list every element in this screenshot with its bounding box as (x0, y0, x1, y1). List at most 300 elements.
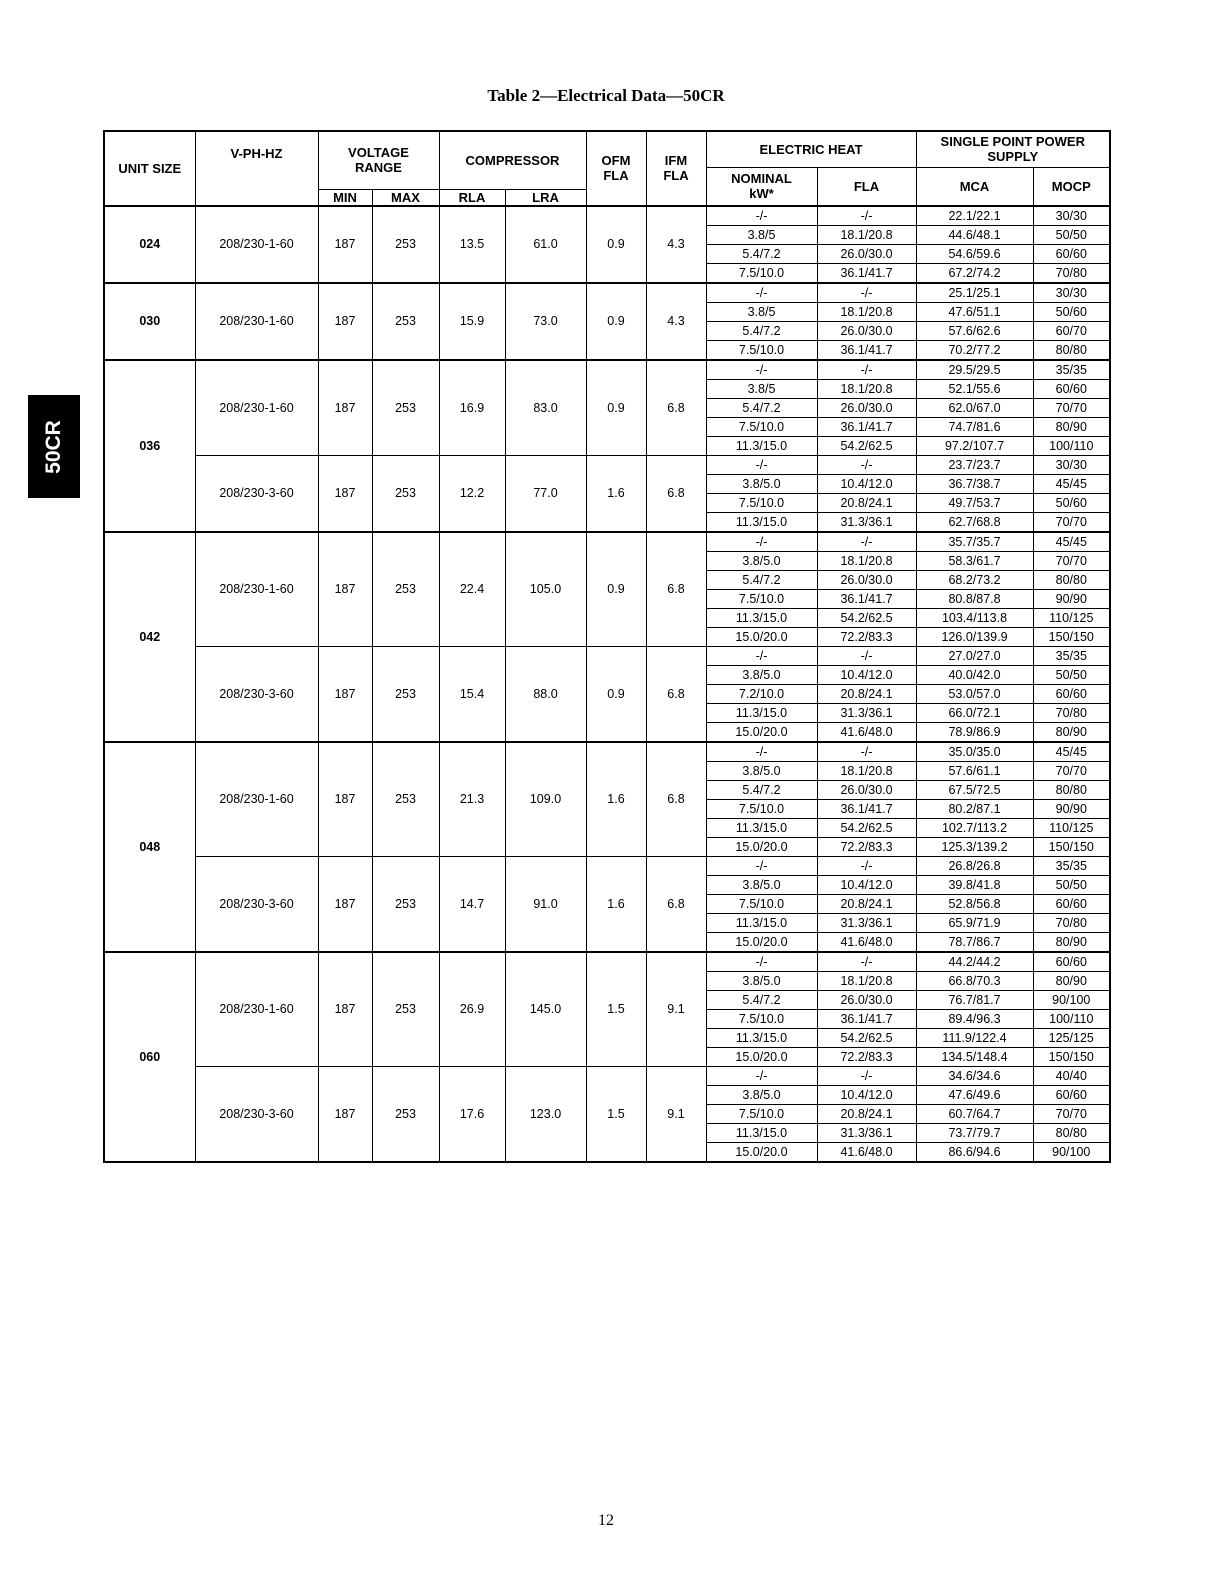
heat-fla-cell: 18.1/20.8 (817, 971, 916, 990)
heat-fla-cell: 20.8/24.1 (817, 684, 916, 703)
nominal-kw-cell: 3.8/5.0 (706, 474, 817, 493)
mocp-cell: 60/60 (1033, 1085, 1110, 1104)
mca-cell: 103.4/113.8 (916, 608, 1033, 627)
mocp-cell: 150/150 (1033, 627, 1110, 646)
nominal-kw-cell: 11.3/15.0 (706, 436, 817, 455)
ofm-fla-cell: 1.6 (586, 856, 646, 952)
lra-cell: 105.0 (505, 532, 586, 647)
heat-fla-cell: -/- (817, 856, 916, 875)
nominal-kw-cell: 3.8/5 (706, 379, 817, 398)
mocp-cell: 70/70 (1033, 761, 1110, 780)
side-tab-label: 50CR (42, 419, 66, 474)
vphhz-cell: 208/230-1-60 (195, 952, 318, 1067)
mca-cell: 65.9/71.9 (916, 913, 1033, 932)
mca-cell: 111.9/122.4 (916, 1028, 1033, 1047)
mocp-cell: 70/70 (1033, 551, 1110, 570)
mocp-cell: 35/35 (1033, 646, 1110, 665)
header-min: MIN (318, 189, 372, 206)
mca-cell: 62.7/68.8 (916, 512, 1033, 532)
min-voltage-cell: 187 (318, 283, 372, 360)
mca-cell: 73.7/79.7 (916, 1123, 1033, 1142)
nominal-kw-cell: 7.5/10.0 (706, 417, 817, 436)
heat-fla-cell: 54.2/62.5 (817, 436, 916, 455)
nominal-kw-cell: 3.8/5 (706, 225, 817, 244)
mocp-cell: 30/30 (1033, 283, 1110, 303)
nominal-kw-cell: 3.8/5.0 (706, 875, 817, 894)
mca-cell: 22.1/22.1 (916, 206, 1033, 226)
rla-cell: 17.6 (439, 1066, 505, 1162)
nominal-kw-cell: 3.8/5.0 (706, 971, 817, 990)
mocp-cell: 50/50 (1033, 225, 1110, 244)
header-heat-fla: FLA (817, 167, 916, 206)
mocp-cell: 50/60 (1033, 493, 1110, 512)
nominal-kw-cell: 15.0/20.0 (706, 627, 817, 646)
nominal-kw-cell: 5.4/7.2 (706, 244, 817, 263)
mca-cell: 39.8/41.8 (916, 875, 1033, 894)
nominal-kw-cell: 3.8/5.0 (706, 761, 817, 780)
lra-cell: 91.0 (505, 856, 586, 952)
mocp-cell: 70/70 (1033, 398, 1110, 417)
mca-cell: 67.2/74.2 (916, 263, 1033, 283)
min-voltage-cell: 187 (318, 532, 372, 647)
ofm-fla-cell: 1.6 (586, 742, 646, 857)
mocp-cell: 45/45 (1033, 742, 1110, 762)
vphhz-cell: 208/230-1-60 (195, 742, 318, 857)
vphhz-cell: 208/230-3-60 (195, 856, 318, 952)
mocp-cell: 70/80 (1033, 703, 1110, 722)
page-number: 12 (598, 1512, 614, 1529)
unit-size-cell: 042 (104, 532, 195, 742)
nominal-kw-cell: 7.5/10.0 (706, 340, 817, 360)
vphhz-cell: 208/230-1-60 (195, 532, 318, 647)
table-body (104, 206, 1110, 1162)
ifm-fla-cell: 4.3 (646, 283, 706, 360)
heat-fla-cell: 18.1/20.8 (817, 225, 916, 244)
mocp-cell: 50/50 (1033, 875, 1110, 894)
mca-cell: 52.8/56.8 (916, 894, 1033, 913)
max-voltage-cell: 253 (372, 742, 439, 857)
ifm-fla-cell: 9.1 (646, 952, 706, 1067)
mocp-cell: 150/150 (1033, 837, 1110, 856)
nominal-kw-cell: 5.4/7.2 (706, 321, 817, 340)
nominal-kw-cell: -/- (706, 742, 817, 762)
heat-fla-cell: 18.1/20.8 (817, 761, 916, 780)
mocp-cell: 150/150 (1033, 1047, 1110, 1066)
mca-cell: 80.2/87.1 (916, 799, 1033, 818)
heat-fla-cell: 18.1/20.8 (817, 302, 916, 321)
side-section-tab (28, 395, 80, 498)
nominal-kw-cell: 3.8/5.0 (706, 1085, 817, 1104)
mocp-cell: 70/80 (1033, 263, 1110, 283)
mocp-cell: 50/50 (1033, 665, 1110, 684)
mca-cell: 80.8/87.8 (916, 589, 1033, 608)
heat-fla-cell: 41.6/48.0 (817, 722, 916, 742)
header-vphhz: V-PH-HZ (195, 131, 318, 206)
mocp-cell: 45/45 (1033, 532, 1110, 552)
mca-cell: 29.5/29.5 (916, 360, 1033, 380)
nominal-kw-cell: -/- (706, 1066, 817, 1085)
heat-fla-cell: 36.1/41.7 (817, 417, 916, 436)
lra-cell: 83.0 (505, 360, 586, 456)
mocp-cell: 80/80 (1033, 1123, 1110, 1142)
max-voltage-cell: 253 (372, 1066, 439, 1162)
heat-fla-cell: 10.4/12.0 (817, 1085, 916, 1104)
heat-fla-cell: 20.8/24.1 (817, 493, 916, 512)
heat-fla-cell: 10.4/12.0 (817, 665, 916, 684)
unit-size-cell: 036 (104, 360, 195, 532)
mocp-cell: 80/90 (1033, 932, 1110, 952)
mocp-cell: 35/35 (1033, 360, 1110, 380)
min-voltage-cell: 187 (318, 952, 372, 1067)
heat-fla-cell: 54.2/62.5 (817, 818, 916, 837)
mocp-cell: 35/35 (1033, 856, 1110, 875)
mca-cell: 97.2/107.7 (916, 436, 1033, 455)
electrical-data-table (103, 130, 1111, 1163)
ofm-fla-cell: 0.9 (586, 646, 646, 742)
nominal-kw-cell: 11.3/15.0 (706, 1028, 817, 1047)
min-voltage-cell: 187 (318, 206, 372, 283)
mca-cell: 134.5/148.4 (916, 1047, 1033, 1066)
nominal-kw-cell: 15.0/20.0 (706, 1047, 817, 1066)
heat-fla-cell: 20.8/24.1 (817, 894, 916, 913)
header-nominal-kw: NOMINAL kW* (706, 167, 817, 206)
header-compressor: COMPRESSOR (439, 131, 586, 189)
mocp-cell: 60/70 (1033, 321, 1110, 340)
mca-cell: 44.2/44.2 (916, 952, 1033, 972)
ofm-fla-cell: 1.5 (586, 952, 646, 1067)
mocp-cell: 90/90 (1033, 799, 1110, 818)
nominal-kw-cell: -/- (706, 646, 817, 665)
table-row (104, 742, 1110, 762)
mca-cell: 126.0/139.9 (916, 627, 1033, 646)
mca-cell: 27.0/27.0 (916, 646, 1033, 665)
mca-cell: 86.6/94.6 (916, 1142, 1033, 1162)
ifm-fla-cell: 4.3 (646, 206, 706, 283)
nominal-kw-cell: -/- (706, 360, 817, 380)
table-row (104, 1066, 1110, 1085)
heat-fla-cell: -/- (817, 455, 916, 474)
min-voltage-cell: 187 (318, 360, 372, 456)
mca-cell: 62.0/67.0 (916, 398, 1033, 417)
heat-fla-cell: -/- (817, 952, 916, 972)
nominal-kw-cell: 11.3/15.0 (706, 608, 817, 627)
mocp-cell: 60/60 (1033, 894, 1110, 913)
header-electric-heat: ELECTRIC HEAT (706, 131, 916, 167)
nominal-kw-cell: 7.5/10.0 (706, 263, 817, 283)
heat-fla-cell: 31.3/36.1 (817, 703, 916, 722)
mocp-cell: 60/60 (1033, 244, 1110, 263)
max-voltage-cell: 253 (372, 360, 439, 456)
nominal-kw-cell: 7.5/10.0 (706, 493, 817, 512)
mocp-cell: 80/80 (1033, 570, 1110, 589)
vphhz-cell: 208/230-3-60 (195, 1066, 318, 1162)
mocp-cell: 110/125 (1033, 608, 1110, 627)
heat-fla-cell: 26.0/30.0 (817, 321, 916, 340)
ifm-fla-cell: 6.8 (646, 856, 706, 952)
header-lra: LRA (505, 189, 586, 206)
ofm-fla-cell: 0.9 (586, 360, 646, 456)
mca-cell: 44.6/48.1 (916, 225, 1033, 244)
heat-fla-cell: 36.1/41.7 (817, 589, 916, 608)
heat-fla-cell: 36.1/41.7 (817, 340, 916, 360)
ifm-fla-cell: 6.8 (646, 742, 706, 857)
ofm-fla-cell: 0.9 (586, 283, 646, 360)
mca-cell: 60.7/64.7 (916, 1104, 1033, 1123)
mocp-cell: 70/70 (1033, 512, 1110, 532)
vphhz-cell: 208/230-1-60 (195, 360, 318, 456)
max-voltage-cell: 253 (372, 532, 439, 647)
nominal-kw-cell: 5.4/7.2 (706, 780, 817, 799)
mca-cell: 70.2/77.2 (916, 340, 1033, 360)
heat-fla-cell: 26.0/30.0 (817, 244, 916, 263)
ofm-fla-cell: 1.5 (586, 1066, 646, 1162)
mca-cell: 68.2/73.2 (916, 570, 1033, 589)
min-voltage-cell: 187 (318, 742, 372, 857)
heat-fla-cell: 31.3/36.1 (817, 512, 916, 532)
heat-fla-cell: 72.2/83.3 (817, 1047, 916, 1066)
nominal-kw-cell: -/- (706, 532, 817, 552)
mocp-cell: 110/125 (1033, 818, 1110, 837)
nominal-kw-cell: 7.5/10.0 (706, 589, 817, 608)
rla-cell: 22.4 (439, 532, 505, 647)
mca-cell: 102.7/113.2 (916, 818, 1033, 837)
nominal-kw-cell: -/- (706, 952, 817, 972)
nominal-kw-cell: -/- (706, 283, 817, 303)
vphhz-cell: 208/230-1-60 (195, 283, 318, 360)
mca-cell: 125.3/139.2 (916, 837, 1033, 856)
max-voltage-cell: 253 (372, 455, 439, 532)
lra-cell: 88.0 (505, 646, 586, 742)
mca-cell: 36.7/38.7 (916, 474, 1033, 493)
unit-size-cell: 048 (104, 742, 195, 952)
rla-cell: 15.4 (439, 646, 505, 742)
heat-fla-cell: 36.1/41.7 (817, 263, 916, 283)
heat-fla-cell: 54.2/62.5 (817, 1028, 916, 1047)
vphhz-cell: 208/230-3-60 (195, 455, 318, 532)
header-mca: MCA (916, 167, 1033, 206)
heat-fla-cell: 26.0/30.0 (817, 398, 916, 417)
ofm-fla-cell: 1.6 (586, 455, 646, 532)
nominal-kw-cell: 3.8/5 (706, 302, 817, 321)
nominal-kw-cell: 11.3/15.0 (706, 512, 817, 532)
mca-cell: 26.8/26.8 (916, 856, 1033, 875)
ifm-fla-cell: 6.8 (646, 532, 706, 647)
heat-fla-cell: 18.1/20.8 (817, 551, 916, 570)
heat-fla-cell: 41.6/48.0 (817, 932, 916, 952)
table-title: Table 2—Electrical Data—50CR (487, 86, 725, 105)
max-voltage-cell: 253 (372, 646, 439, 742)
ifm-fla-cell: 6.8 (646, 646, 706, 742)
min-voltage-cell: 187 (318, 455, 372, 532)
table-row (104, 646, 1110, 665)
heat-fla-cell: 72.2/83.3 (817, 627, 916, 646)
mca-cell: 54.6/59.6 (916, 244, 1033, 263)
mca-cell: 57.6/62.6 (916, 321, 1033, 340)
mocp-cell: 90/100 (1033, 1142, 1110, 1162)
nominal-kw-cell: 7.5/10.0 (706, 1009, 817, 1028)
nominal-kw-cell: 7.2/10.0 (706, 684, 817, 703)
nominal-kw-cell: 5.4/7.2 (706, 570, 817, 589)
rla-cell: 26.9 (439, 952, 505, 1067)
ifm-fla-cell: 6.8 (646, 455, 706, 532)
nominal-kw-cell: 15.0/20.0 (706, 722, 817, 742)
header-mocp: MOCP (1033, 167, 1110, 206)
heat-fla-cell: 26.0/30.0 (817, 570, 916, 589)
unit-size-cell: 060 (104, 952, 195, 1162)
vphhz-cell: 208/230-1-60 (195, 206, 318, 283)
heat-fla-cell: -/- (817, 532, 916, 552)
mca-cell: 67.5/72.5 (916, 780, 1033, 799)
mca-cell: 66.0/72.1 (916, 703, 1033, 722)
mca-cell: 57.6/61.1 (916, 761, 1033, 780)
header-ofm-fla: OFM FLA (586, 131, 646, 206)
heat-fla-cell: 10.4/12.0 (817, 474, 916, 493)
mca-cell: 76.7/81.7 (916, 990, 1033, 1009)
mca-cell: 52.1/55.6 (916, 379, 1033, 398)
lra-cell: 109.0 (505, 742, 586, 857)
heat-fla-cell: -/- (817, 742, 916, 762)
header-unit-size: UNIT SIZE (104, 131, 195, 206)
min-voltage-cell: 187 (318, 1066, 372, 1162)
heat-fla-cell: 41.6/48.0 (817, 1142, 916, 1162)
header-voltage-range: VOLTAGE RANGE (318, 131, 439, 189)
unit-size-cell: 030 (104, 283, 195, 360)
nominal-kw-cell: 3.8/5.0 (706, 665, 817, 684)
heat-fla-cell: -/- (817, 646, 916, 665)
mca-cell: 34.6/34.6 (916, 1066, 1033, 1085)
max-voltage-cell: 253 (372, 952, 439, 1067)
mca-cell: 40.0/42.0 (916, 665, 1033, 684)
max-voltage-cell: 253 (372, 206, 439, 283)
mocp-cell: 80/80 (1033, 780, 1110, 799)
lra-cell: 61.0 (505, 206, 586, 283)
mca-cell: 89.4/96.3 (916, 1009, 1033, 1028)
mca-cell: 35.7/35.7 (916, 532, 1033, 552)
rla-cell: 21.3 (439, 742, 505, 857)
heat-fla-cell: 18.1/20.8 (817, 379, 916, 398)
unit-size-cell: 024 (104, 206, 195, 283)
rla-cell: 13.5 (439, 206, 505, 283)
mocp-cell: 90/100 (1033, 990, 1110, 1009)
mca-cell: 23.7/23.7 (916, 455, 1033, 474)
lra-cell: 145.0 (505, 952, 586, 1067)
nominal-kw-cell: 11.3/15.0 (706, 703, 817, 722)
heat-fla-cell: 10.4/12.0 (817, 875, 916, 894)
table-row (104, 455, 1110, 474)
mca-cell: 66.8/70.3 (916, 971, 1033, 990)
rla-cell: 12.2 (439, 455, 505, 532)
mocp-cell: 45/45 (1033, 474, 1110, 493)
nominal-kw-cell: -/- (706, 856, 817, 875)
heat-fla-cell: 36.1/41.7 (817, 799, 916, 818)
min-voltage-cell: 187 (318, 646, 372, 742)
lra-cell: 77.0 (505, 455, 586, 532)
nominal-kw-cell: 7.5/10.0 (706, 1104, 817, 1123)
mocp-cell: 60/60 (1033, 379, 1110, 398)
mca-cell: 58.3/61.7 (916, 551, 1033, 570)
nominal-kw-cell: 11.3/15.0 (706, 818, 817, 837)
mocp-cell: 80/90 (1033, 971, 1110, 990)
table-row (104, 532, 1110, 552)
ifm-fla-cell: 6.8 (646, 360, 706, 456)
mca-cell: 74.7/81.6 (916, 417, 1033, 436)
mca-cell: 25.1/25.1 (916, 283, 1033, 303)
mca-cell: 35.0/35.0 (916, 742, 1033, 762)
mocp-cell: 30/30 (1033, 455, 1110, 474)
mocp-cell: 90/90 (1033, 589, 1110, 608)
nominal-kw-cell: 5.4/7.2 (706, 398, 817, 417)
table-row (104, 952, 1110, 972)
ofm-fla-cell: 0.9 (586, 532, 646, 647)
mca-cell: 78.7/86.7 (916, 932, 1033, 952)
nominal-kw-cell: 15.0/20.0 (706, 1142, 817, 1162)
heat-fla-cell: -/- (817, 283, 916, 303)
header-single-point: SINGLE POINT POWER SUPPLY (916, 131, 1110, 167)
nominal-kw-cell: 11.3/15.0 (706, 913, 817, 932)
heat-fla-cell: 31.3/36.1 (817, 1123, 916, 1142)
max-voltage-cell: 253 (372, 856, 439, 952)
ofm-fla-cell: 0.9 (586, 206, 646, 283)
heat-fla-cell: 20.8/24.1 (817, 1104, 916, 1123)
mocp-cell: 70/70 (1033, 1104, 1110, 1123)
table-row (104, 360, 1110, 380)
heat-fla-cell: 72.2/83.3 (817, 837, 916, 856)
lra-cell: 73.0 (505, 283, 586, 360)
table-row (104, 856, 1110, 875)
mocp-cell: 30/30 (1033, 206, 1110, 226)
mocp-cell: 80/90 (1033, 722, 1110, 742)
nominal-kw-cell: -/- (706, 206, 817, 226)
heat-fla-cell: 26.0/30.0 (817, 780, 916, 799)
mca-cell: 47.6/49.6 (916, 1085, 1033, 1104)
rla-cell: 15.9 (439, 283, 505, 360)
nominal-kw-cell: 7.5/10.0 (706, 894, 817, 913)
heat-fla-cell: -/- (817, 1066, 916, 1085)
ifm-fla-cell: 9.1 (646, 1066, 706, 1162)
mocp-cell: 60/60 (1033, 684, 1110, 703)
mocp-cell: 70/80 (1033, 913, 1110, 932)
table-row (104, 206, 1110, 226)
mca-cell: 49.7/53.7 (916, 493, 1033, 512)
mca-cell: 47.6/51.1 (916, 302, 1033, 321)
nominal-kw-cell: 15.0/20.0 (706, 932, 817, 952)
mocp-cell: 80/90 (1033, 417, 1110, 436)
vphhz-cell: 208/230-3-60 (195, 646, 318, 742)
mca-cell: 78.9/86.9 (916, 722, 1033, 742)
mocp-cell: 60/60 (1033, 952, 1110, 972)
mca-cell: 53.0/57.0 (916, 684, 1033, 703)
rla-cell: 14.7 (439, 856, 505, 952)
heat-fla-cell: 54.2/62.5 (817, 608, 916, 627)
max-voltage-cell: 253 (372, 283, 439, 360)
mocp-cell: 80/80 (1033, 340, 1110, 360)
nominal-kw-cell: -/- (706, 455, 817, 474)
nominal-kw-cell: 7.5/10.0 (706, 799, 817, 818)
nominal-kw-cell: 5.4/7.2 (706, 990, 817, 1009)
header-ifm-fla: IFM FLA (646, 131, 706, 206)
rla-cell: 16.9 (439, 360, 505, 456)
mocp-cell: 40/40 (1033, 1066, 1110, 1085)
header-max: MAX (372, 189, 439, 206)
lra-cell: 123.0 (505, 1066, 586, 1162)
heat-fla-cell: 36.1/41.7 (817, 1009, 916, 1028)
mocp-cell: 50/60 (1033, 302, 1110, 321)
heat-fla-cell: -/- (817, 360, 916, 380)
header-rla: RLA (439, 189, 505, 206)
heat-fla-cell: -/- (817, 206, 916, 226)
nominal-kw-cell: 3.8/5.0 (706, 551, 817, 570)
mocp-cell: 100/110 (1033, 1009, 1110, 1028)
